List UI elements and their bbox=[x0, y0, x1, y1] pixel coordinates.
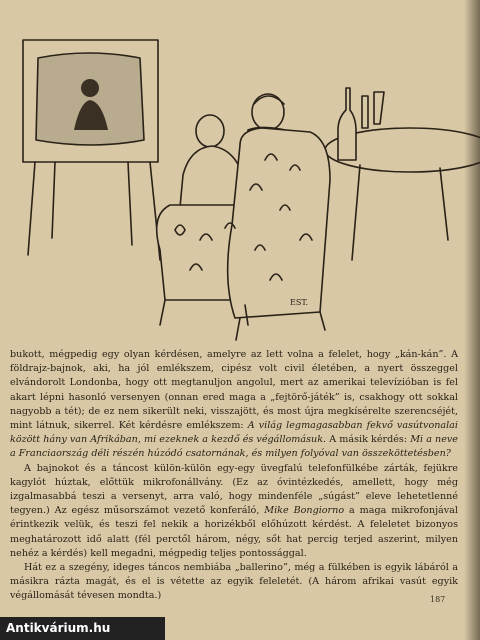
watermark-label: Antikvárium.hu bbox=[0, 617, 165, 640]
tv-legs bbox=[28, 162, 160, 260]
television-screen bbox=[36, 53, 144, 145]
man-head bbox=[196, 115, 224, 147]
paragraph-1: bukott, mégpedig egy olyan kérdésen, amelyre az lett volna a felelet, hogy „kán-kán”. A földrajz-bajnok, aki, ha jól emlékszem, cipész volt civil életében, a nyert összeggel elvándorolt Londonba, hogy ott megtanuljon angolul, mert az amerikai televízióban is fel akart lépni hasonló versenyen (onnan ered maga a „fejtörő-játék” is, csakhogy ott sokkal nagyobb a tét); de ez nem sikerült neki, visszajött, és most újra megkísérelte szerencséjét, mint látnuk, sikerrel. Két kérdésre emlékszem: A világ legmagasabban fekvő vasútvonalai között hány van Afrikában, mi ezeknek a kezdő és végállomásuk. A másik kérdés: Mi a neve a Franciaország déli részén húzódó csatornának, és milyen folyóval van összeköttetésben? bbox=[10, 349, 458, 460]
armchair-right bbox=[228, 128, 330, 318]
tv-figure-head bbox=[81, 79, 99, 97]
illustration-signature: EST. bbox=[290, 298, 309, 307]
paragraph-2: A bajnokot és a táncost külön-külön egy-egy üvegfalú telefonfülkébe zárták, fejükre kagylót húztak, előttük mikrofonállvány. (Ez az óvintézkedés, amellett, hogy még izgalmasabbá teszi a versenyt, arra való, hogy mindenféle „súgást” eleve lehetetlenné tegyen.) Az egész műsorszámot vezető konferáló, Mike Bongiorno a maga mikrofonjával érintkezik velük, és teszi fel nekik a horizékből előhúzott kérdést. A feleletet bizonyos meghatározott idő alatt (fél perctől három, négy, sőt hat percig terjed aszerint, milyen nehéz a kérdés) kell megadni, mégpedig teljes pontossággal. bbox=[10, 462, 458, 559]
bottle bbox=[338, 88, 356, 160]
page-number: 187 bbox=[430, 595, 446, 604]
paragraph-3: Hát ez a szegény, ideges táncos nembiába „ballerino”, még a fülkében is egyik lábáról a másikra rázta magát, és el is vétette az egyik feleletét. (A három afrikai vasút egyik végállomását tévesen mondta.) bbox=[10, 562, 458, 602]
glass bbox=[362, 92, 384, 128]
table-base bbox=[352, 165, 448, 260]
article-body bbox=[10, 348, 458, 604]
